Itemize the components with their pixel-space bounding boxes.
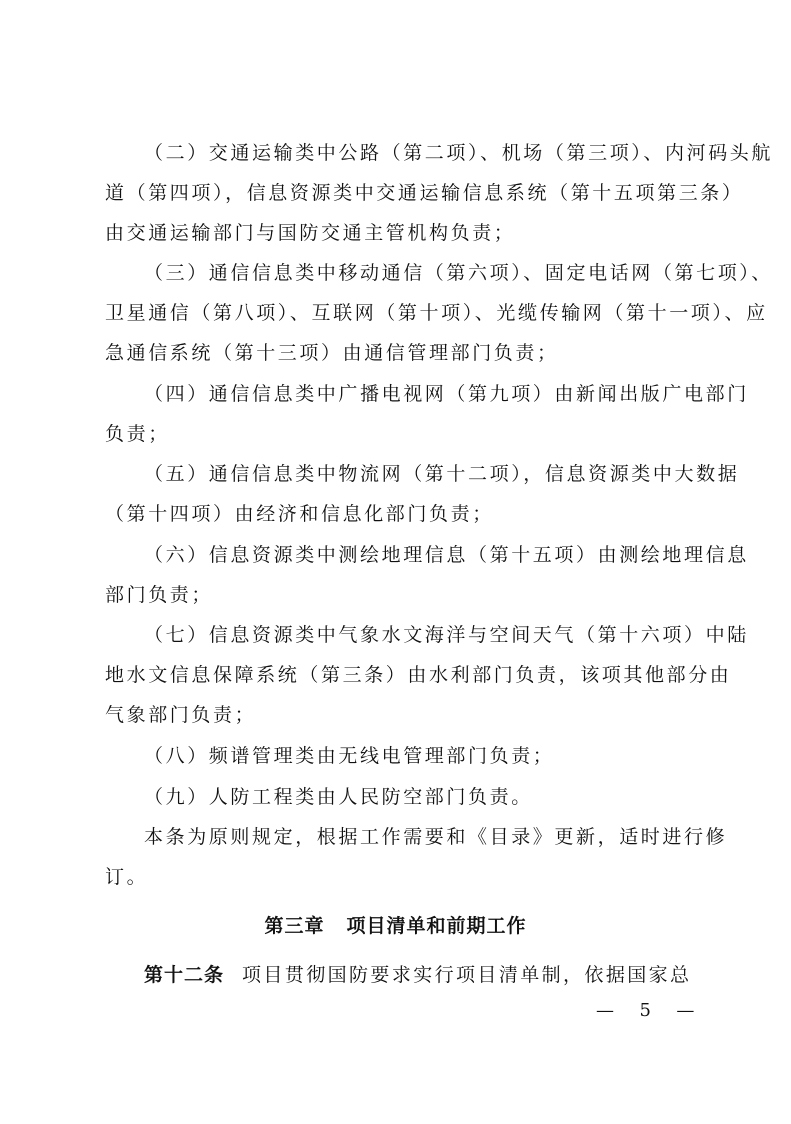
text-line: 卫星通信（第八项）、互联网（第十项）、光缆传输网（第十一项）、应 xyxy=(105,302,768,324)
text-line: （三）通信信息类中移动通信（第六项）、固定电话网（第七项）、 xyxy=(144,262,774,284)
article-text: 项目贯彻国防要求实行项目清单制，依据国家总 xyxy=(242,964,692,986)
chapter-number: 第三章 xyxy=(264,915,325,937)
text-line: （七）信息资源类中气象水文海洋与空间天气（第十六项）中陆 xyxy=(144,624,749,646)
text-line: （四）通信信息类中广播电视网（第九项）由新闻出版广电部门 xyxy=(144,383,749,405)
text-line: （五）通信信息类中物流网（第十二项），信息资源类中大数据 xyxy=(144,463,740,485)
page-number-footer xyxy=(596,997,694,1025)
text-line: （第十四项）由经济和信息化部门负责； xyxy=(105,503,494,525)
text-line: 地水文信息保障系统（第三条）由水利部门负责，该项其他部分由 xyxy=(105,664,732,686)
article-label: 第十二条 xyxy=(144,964,225,986)
text-line: （九）人防工程类由人民防空部门负责。 xyxy=(144,786,533,808)
text-line: 负责； xyxy=(105,423,170,445)
chapter-heading xyxy=(0,906,791,946)
page-dash-left: — xyxy=(596,1000,614,1021)
text-line: （六）信息资源类中测绘地理信息（第十五项）由测绘地理信息 xyxy=(144,544,749,566)
text-line: 部门负责； xyxy=(105,584,214,606)
page-number: 5 xyxy=(639,1000,651,1021)
text-line: 由交通运输部门与国防交通主管机构负责； xyxy=(105,222,516,244)
text-line: （二）交通运输类中公路（第二项）、机场（第三项）、内河码头航 xyxy=(144,142,774,164)
text-line: 本条为原则规定，根据工作需要和《目录》更新，适时进行修 xyxy=(144,826,728,848)
text-line: 急通信系统（第十三项）由通信管理部门负责； xyxy=(105,342,559,364)
text-line: 订。 xyxy=(105,866,149,888)
text-line: 气象部门负责； xyxy=(105,704,257,726)
chapter-title: 项目清单和前期工作 xyxy=(346,915,527,937)
text-line: （八）频谱管理类由无线电管理部门负责； xyxy=(144,745,555,767)
page-dash-right: — xyxy=(676,1000,695,1021)
article-line xyxy=(144,955,692,995)
text-line: 道（第四项），信息资源类中交通运输信息系统（第十五项第三条） xyxy=(105,182,744,204)
